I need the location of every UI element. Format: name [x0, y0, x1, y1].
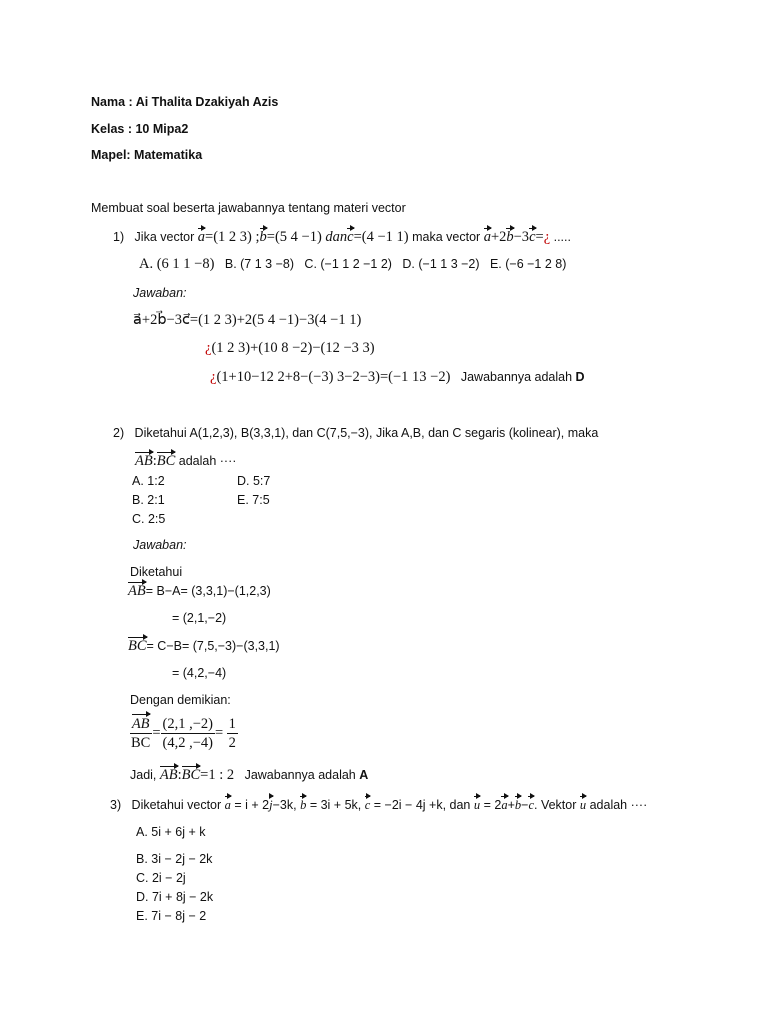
q2-ratio-question: [135, 453, 236, 469]
q3-option-a: A. 5i + 6j + k: [136, 825, 206, 839]
q2-option-d: D. 5:7: [237, 474, 271, 488]
vector-bc: BC: [156, 453, 176, 469]
q1-c-eq: =(4 −1 1): [353, 229, 409, 245]
q1-dots: .....: [553, 230, 571, 244]
q2-frac-den: (4,2 ,−4): [162, 735, 213, 751]
q1-dan: dan: [325, 229, 348, 245]
q3-part8: −: [521, 798, 529, 812]
vector-bc-3: BC: [181, 767, 201, 783]
q2-number: 2): [113, 426, 125, 440]
q1-jawaban-label: Jawaban:: [133, 286, 187, 300]
q2-colon: :: [152, 453, 157, 469]
q3-part1: Diketahui vector: [131, 798, 222, 812]
subject: Mapel: Matematika: [91, 148, 203, 162]
student-class: Kelas : 10 Mipa2: [91, 122, 189, 136]
q1-line: [113, 229, 571, 245]
q2-jadi: Jadi,: [130, 768, 157, 782]
q3-part6: = 2: [480, 798, 502, 812]
q2-frac-values: [161, 715, 215, 752]
q2-option-e: E. 7:5: [237, 493, 270, 507]
vector-b: b: [259, 229, 267, 245]
q2-frac-half: [227, 715, 238, 752]
q1-step-3-expr: (1+10−12 2+8−(−3) 3−2−3)=(−1 13 −2): [216, 369, 451, 385]
q2-frac-num: (2,1 ,−2): [162, 716, 213, 732]
q1-expr-eq: =: [535, 229, 544, 245]
q1-option-c: C. (−1 1 2 −1 2): [304, 257, 392, 271]
q1-prefix: Jika vector: [134, 230, 195, 244]
vector-a: a: [197, 229, 206, 245]
q1-qmark: ¿: [543, 229, 551, 245]
vector-bc-2: BC: [128, 638, 147, 654]
q1-b-eq: =(5 4 −1): [266, 229, 322, 245]
q3-option-e: E. 7i − 8j − 2: [136, 909, 207, 923]
q2-diketahui: Diketahui: [130, 565, 183, 579]
q2-jawaban-label: Jawaban:: [133, 538, 187, 552]
q2-half-den: 2: [228, 735, 236, 751]
q2-frac-eq2: =: [215, 724, 224, 741]
vector-u-q3: u: [473, 798, 481, 812]
q3-number: 3): [110, 798, 122, 812]
vector-b-q3-2: b: [514, 798, 522, 812]
vector-b-q3: b: [300, 798, 307, 812]
q3-option-d: D. 7i + 8j − 2k: [136, 890, 214, 904]
q2-colon-2: :: [177, 767, 182, 783]
q2-option-a: A. 1:2: [132, 474, 165, 488]
frac-bc-den: BC: [131, 735, 151, 751]
q2-ratio: =1 : 2: [200, 767, 235, 783]
vector-ab-3: AB: [159, 767, 178, 783]
student-name: Nama : Ai Thalita Dzakiyah Azis: [91, 95, 279, 109]
q3-part2: = i + 2: [230, 798, 270, 812]
vector-a-q3-2: a: [501, 798, 508, 812]
frac-vector-ab: AB: [131, 716, 150, 732]
q1-number: 1): [113, 230, 125, 244]
q3-part7: +: [507, 798, 515, 812]
q1-option-d: D. (−1 1 3 −2): [402, 257, 480, 271]
q3-part4: = 3i + 5k,: [306, 798, 362, 812]
vector-c-q3-2: c: [528, 798, 534, 812]
q1-step-2: [205, 340, 375, 356]
vector-c-2: c: [529, 229, 536, 245]
q2-answer-letter: A: [359, 768, 369, 782]
q2-text: Diketahui A(1,2,3), B(3,3,1), dan C(7,5,−3), Jika A,B, dan C segaris (kolinear), maka: [134, 426, 599, 440]
q1-options: [139, 256, 566, 272]
q2-frac-eq: =: [152, 724, 161, 741]
q3-part10: adalah ····: [586, 798, 648, 812]
q2-dengan: Dengan demikian:: [130, 693, 231, 707]
vector-c-q3: c: [364, 798, 371, 812]
q2-option-c: C. 2:5: [132, 512, 166, 526]
q2-ab-line: [128, 583, 271, 599]
q1-option-a: A. (6 1 1 −8): [139, 256, 215, 272]
q1-option-e: E. (−6 −1 2 8): [489, 257, 567, 271]
q1-a-eq: =(1 2 3) ;: [205, 229, 260, 245]
q2-adalah: adalah ····: [175, 454, 237, 468]
q2-answer-text: Jawabannya adalah: [244, 768, 360, 782]
q2-ab-result: = (2,1,−2): [172, 611, 227, 625]
q1-step-2-mark: ¿: [205, 340, 212, 356]
q1-step-3: [210, 369, 585, 385]
vector-a-2: a: [483, 229, 491, 245]
q3-line: [110, 797, 647, 813]
vector-a-q3: a: [224, 798, 231, 812]
q2-conclusion: [130, 767, 368, 783]
q1-option-b: B. (7 1 3 −8): [224, 257, 294, 271]
q1-step-1: a⃗+2b⃗−3c⃗=(1 2 3)+2(5 4 −1)−3(4 −1 1): [133, 312, 362, 328]
q3-part9: . Vektor: [534, 798, 577, 812]
vector-c: c: [347, 229, 354, 245]
vector-b-2: b: [506, 229, 514, 245]
q2-bc-result: = (4,2,−4): [172, 666, 227, 680]
q1-answer-text: Jawabannya adalah: [460, 370, 576, 384]
q3-option-c: C. 2i − 2j: [136, 871, 186, 885]
q3-part3: −3k,: [272, 798, 297, 812]
q2-bc-calc: = C−B= (7,5,−3)−(3,3,1): [146, 639, 280, 653]
q1-maka: maka vector: [412, 230, 481, 244]
vector-ab: AB: [135, 453, 153, 469]
q2-ab-calc: = B−A= (3,3,1)−(1,2,3): [145, 584, 271, 598]
q2-line: [113, 425, 598, 441]
q1-step-2-expr: (1 2 3)+(10 8 −2)−(12 −3 3): [211, 340, 375, 356]
q2-half-num: 1: [228, 716, 236, 732]
q1-step-3-mark: ¿: [210, 369, 217, 385]
q2-fraction-line: [129, 715, 238, 752]
vector-ab-2: AB: [128, 583, 146, 599]
intro-text: Membuat soal beserta jawabannya tentang materi vector: [91, 201, 406, 215]
q2-option-b: B. 2:1: [132, 493, 165, 507]
q2-frac-ab-bc: [129, 715, 152, 752]
q1-answer-letter: D: [575, 370, 585, 384]
q1-expr-2: −3: [513, 229, 530, 245]
q2-bc-line: [128, 638, 280, 654]
q1-expr-1: +2: [490, 229, 507, 245]
q3-option-b: B. 3i − 2j − 2k: [136, 852, 213, 866]
q3-part5: = −2i − 4j +k, dan: [370, 798, 471, 812]
vector-u-q3-2: u: [579, 798, 587, 812]
vector-j-q3: j: [269, 798, 273, 812]
